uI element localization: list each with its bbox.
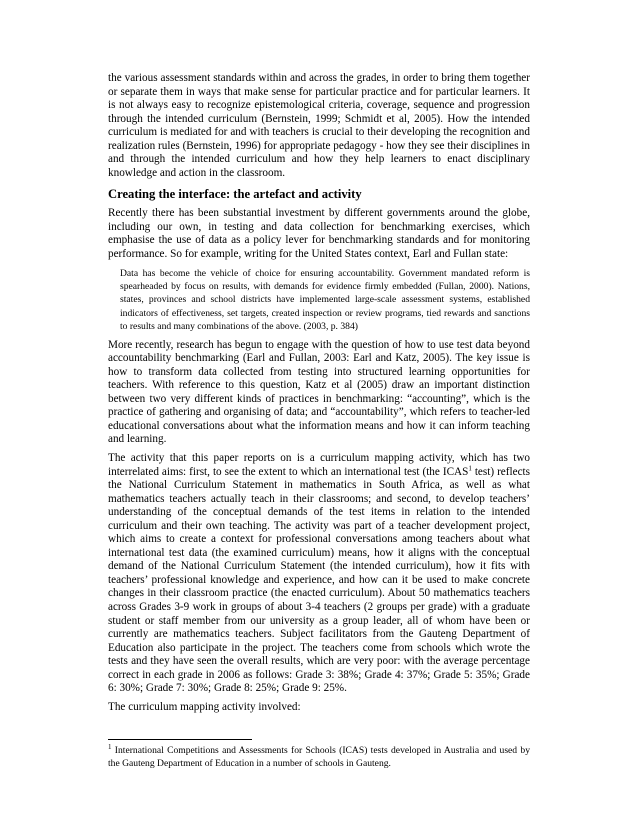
document-page bbox=[108, 72, 530, 770]
activity-text-after: test) reflects the National Curriculum Statement in mathematics in South Africa, as well as what mathematics teachers actually teach in their classrooms; and second, to develop teachers’ understanding of the conceptual demands of the test items in relation to the intended curriculum and their own teaching. The activity was part of a teacher development project, which aims to create a context for professional conversations among teachers about what international test data (the examined curriculum) means, how it aligns with the conceptual demand of the National Curriculum Statement (the intended curriculum), how it fits with teachers’ professional knowledge and experience, and how can it be used to make concrete changes in their classroom practice (the enacted curriculum). About 50 mathematics teachers across Grades 3-9 work in groups of about 3-4 teachers (2 groups per grade) with a graduate student or staff member from our university as a group leader, all of whom have been or currently are mathematics teachers. Subject facilitators from the Gauteng Department of Education also participate in the project. The teachers come from schools which wrote the tests and they have seen the overall results, which are very poor: with the average percentage correct in each grade in 2006 as follows: Grade 3: 38%; Grade 4: 37%; Grade 5: 35%; Grade 6: 30%; Grade 7: 30%; Grade 8: 25%; Grade 9: 25%. bbox=[108, 465, 530, 695]
footnote-marker: 1 bbox=[108, 743, 112, 752]
paragraph-activity bbox=[108, 452, 530, 696]
footnote bbox=[108, 745, 530, 770]
paragraph-research: More recently, research has begun to engage with the question of how to use test data beyond accountability benchmarking (Earl and Fullan, 2003: Earl and Katz, 2005). The key issue is how to transform data collected from testing into structured learning opportunities for teachers. With reference to this question, Katz et al (2005) draw an important distinction between two very different kinds of practices in benchmarking: “accounting”, which is the practice of gathering and organising of data; and “accountability”, which refers to teacher-led educational conversations about what the information means and how it can inform teaching and learning. bbox=[108, 338, 530, 446]
activity-text-before: The activity that this paper reports on is a curriculum mapping activity, which has two interrelated aims: first, to see the extent to which an international test (the ICAS bbox=[108, 451, 530, 478]
paragraph-intro: the various assessment standards within and across the grades, in order to bring them together or separate them in ways that make sense for particular practice and for particular learners. It is not always easy to recognize epistemological criteria, coverage, sequence and progression through the intended curriculum (Bernstein, 1999; Schmidt et al, 2005). How the intended curriculum is mediated for and with teachers is crucial to their developing the recognition and realization rules (Bernstein, 1996) for appropriate pedagogy - how they see their disciplines in and through the intended curriculum and how they help learners to enact disciplinary knowledge and action in the classroom. bbox=[108, 72, 530, 179]
footnote-separator bbox=[108, 739, 252, 740]
block-quote: Data has become the vehicle of choice for ensuring accountability. Government mandated reform is spearheaded by focus on results, with demands for evidence firmly embedded (Fullan, 2000). Nations, states, provinces and school districts have implemented large-scale assessment systems, established indicators of effectiveness, set targets, created inspection or review programs, tied rewards and sanctions to results and many combinations of the above. (2003, p. 384) bbox=[120, 267, 530, 333]
footnote-text: International Competitions and Assessments for Schools (ICAS) tests developed in Australia and used by the Gauteng Department of Education in a number of schools in Gauteng. bbox=[108, 745, 530, 769]
paragraph-investment: Recently there has been substantial investment by different governments around the globe, including our own, in testing and data collection for benchmarking exercises, which emphasise the use of data as a policy lever for benchmarking standards and for monitoring performance. So for example, writing for the United States context, Earl and Fullan state: bbox=[108, 207, 530, 261]
paragraph-mapping: The curriculum mapping activity involved: bbox=[108, 700, 301, 713]
section-heading: Creating the interface: the artefact and activity bbox=[108, 187, 362, 202]
footnote-reference[interactable]: 1 bbox=[468, 463, 472, 472]
